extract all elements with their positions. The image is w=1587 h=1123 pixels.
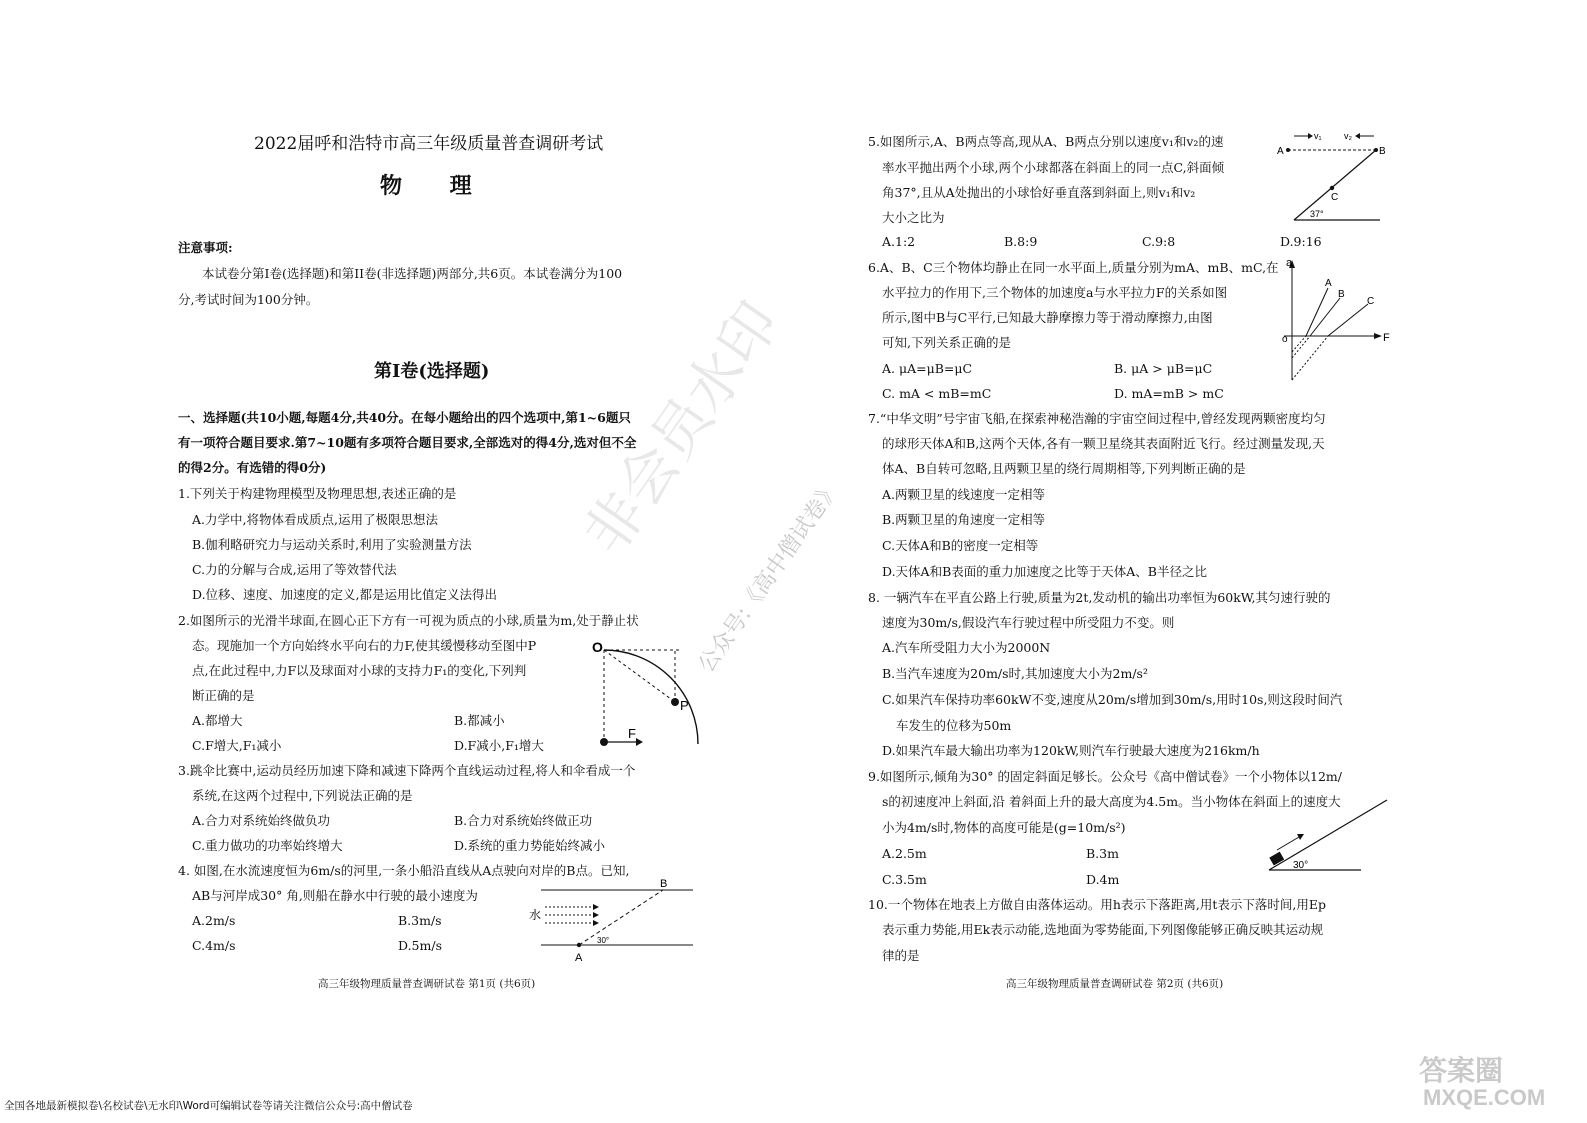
- q4-label-b: B: [660, 878, 668, 890]
- q2-option-d: D.F减小,F₁增大: [454, 738, 544, 753]
- q4-option-c: C.4m/s: [192, 938, 236, 953]
- q3-option-a: A.合力对系统始终做负功: [192, 813, 331, 828]
- q6-option-b: B. μA > μB=μC: [1114, 361, 1213, 376]
- q2-hemisphere-figure: [588, 638, 708, 754]
- q8-stem: 速度为30m/s,假设汽车行驶过程中所受阻力不变。则: [882, 615, 1175, 630]
- q5-stem: 角37°,且从A处抛出的小球恰好垂直落到斜面上,则v₁和v₂: [882, 185, 1196, 200]
- q8-option-d: D.如果汽车最大输出功率为120kW,则汽车行驶最大速度为216km/h: [882, 743, 1260, 758]
- q9-option-b: B.3m: [1086, 846, 1119, 861]
- q5-label-a: A: [1277, 146, 1284, 157]
- q6-label-a-axis: a: [1286, 257, 1293, 269]
- q6-stem: 可知,下列关系正确的是: [882, 335, 1011, 350]
- q6-label-f-axis: F: [1383, 332, 1390, 344]
- q4-option-a: A.2m/s: [192, 913, 236, 928]
- logo-domain: MXQE.COM: [1423, 1085, 1546, 1110]
- section-title: 第I卷(选择题): [374, 361, 490, 382]
- q5-incline-figure: [1276, 126, 1388, 226]
- q5-label-c: C: [1331, 192, 1339, 203]
- q5-label-v2: v₂: [1344, 131, 1352, 141]
- q4-option-d: D.5m/s: [398, 938, 442, 953]
- section-instruction: 有一项符合题目要求.第7~10题有多项符合题目要求,全部选对的得4分,选对但不全: [178, 435, 637, 450]
- q5-label-v1: v₁: [1314, 131, 1322, 141]
- q10-stem: 表示重力势能,用Ek表示动能,选地面为零势能面,下列图像能够正确反映其运动规: [882, 922, 1324, 937]
- q8-option-c: C.如果汽车保持功率60kW不变,速度从20m/s增加到30m/s,用时10s,则这段时间汽: [882, 692, 1343, 707]
- q1-option-c: C.力的分解与合成,运用了等效替代法: [192, 562, 397, 577]
- q6-label-line-b: B: [1338, 289, 1345, 300]
- notice-heading: 注意事项:: [178, 240, 233, 255]
- page-footer: 高三年级物理质量普查调研试卷 第1页 (共6页): [318, 978, 536, 990]
- q2-option-a: A.都增大: [192, 713, 243, 728]
- q6-label-line-c: C: [1367, 296, 1375, 307]
- q7-option-b: B.两颗卫星的角速度一定相等: [882, 512, 1046, 527]
- q2-option-c: C.F增大,F₁减小: [192, 738, 282, 753]
- q9-option-d: D.4m: [1086, 872, 1120, 887]
- q5-option-b: B.8:9: [1004, 234, 1038, 249]
- q3-option-d: D.系统的重力势能始终减小: [454, 838, 606, 853]
- q8-option-b: B.当汽车速度为20m/s时,其加速度大小为2m/s²: [882, 666, 1148, 681]
- q1-option-b: B.伽利略研究力与运动关系时,利用了实验测量方法: [192, 537, 472, 552]
- subject-title: 物 理: [380, 173, 492, 199]
- q9-stem: 小为4m/s时,物体的高度可能是(g=10m/s²): [882, 820, 1126, 835]
- q7-stem: 的球形天体A和B,这两个天体,各有一颗卫星绕其表面附近飞行。经过测量发现,天: [882, 436, 1325, 451]
- q4-river-figure: [523, 877, 703, 965]
- q9-option-a: A.2.5m: [882, 846, 927, 861]
- q10-stem: 10.一个物体在地表上方做自由落体运动。用h表示下落距离,用t表示下落时间,用Ep: [868, 897, 1327, 912]
- q7-option-a: A.两颗卫星的线速度一定相等: [882, 487, 1046, 502]
- page-footer: 高三年级物理质量普查调研试卷 第2页 (共6页): [1006, 978, 1224, 990]
- q4-label-angle: 30°: [597, 936, 610, 945]
- notice-line: 本试卷分第I卷(选择题)和第II卷(非选择题)两部分,共6页。本试卷满分为100: [202, 266, 623, 281]
- q2-stem: 态。现施加一个方向始终水平向右的力F,使其缓慢移动至图中P: [192, 638, 537, 653]
- q2-option-b: B.都减小: [454, 713, 505, 728]
- q5-option-a: A.1:2: [882, 234, 916, 249]
- notice-line: 分,考试时间为100分钟。: [178, 292, 319, 307]
- q8-option-c-cont: 车发生的位移为50m: [896, 718, 1012, 733]
- exam-title: 2022届呼和浩特市高三年级质量普查调研考试: [254, 134, 604, 154]
- q2-stem: 2.如图所示的光滑半球面,在圆心正下方有一可视为质点的小球,质量为m,处于静止状: [178, 613, 639, 628]
- bottom-note: 全国各地最新模拟卷\名校试卷\无水印\Word可编辑试卷等请关注微信公众号:高中僧试卷: [4, 1100, 413, 1112]
- q6-stem: 所示,图中B与C平行,已知最大静摩擦力等于滑动摩擦力,由图: [882, 310, 1213, 325]
- q5-option-d: D.9:16: [1280, 234, 1322, 249]
- q6-stem: 水平拉力的作用下,三个物体的加速度a与水平拉力F的关系如图: [882, 285, 1228, 300]
- q4-label-a: A: [575, 952, 583, 964]
- q4-stem: 4. 如图,在水流速度恒为6m/s的河里,一条小船沿直线从A点驶向对岸的B点。已知,: [178, 863, 630, 878]
- q3-stem: 系统,在这两个过程中,下列说法正确的是: [192, 788, 413, 803]
- q2-stem: 断正确的是: [192, 688, 255, 703]
- q9-stem: 9.如图所示,倾角为30° 的固定斜面足够长。公众号《高中僧试卷》一个小物体以12m/: [868, 769, 1343, 784]
- q9-incline-figure: [1263, 792, 1389, 876]
- q6-label-line-a: A: [1325, 278, 1332, 289]
- q6-option-d: D. mA=mB > mC: [1114, 386, 1224, 401]
- q7-stem: 体A、B自转可忽略,且两颗卫星的绕行周期相等,下列判断正确的是: [882, 461, 1246, 476]
- q5-label-b: B: [1379, 146, 1386, 157]
- q5-stem: 5.如图所示,A、B两点等高,现从A、B两点分别以速度v₁和v₂的速: [868, 134, 1224, 149]
- q7-stem: 7.“中华文明”号宇宙飞船,在探索神秘浩瀚的宇宙空间过程中,曾经发现两颗密度均匀: [868, 411, 1326, 426]
- q6-option-a: A. μA=μB=μC: [882, 361, 973, 376]
- q3-stem: 3.跳伞比赛中,运动员经历加速下降和减速下降两个直线运动过程,将人和伞看成一个: [178, 763, 636, 778]
- q2-label-f: F: [628, 726, 636, 741]
- q2-stem: 点,在此过程中,力F以及球面对小球的支持力F₁的变化,下列判: [192, 663, 527, 678]
- q5-stem: 率水平抛出两个小球,两个小球都落在斜面上的同一点C,斜面倾: [882, 160, 1225, 175]
- q3-option-b: B.合力对系统始终做正功: [454, 813, 593, 828]
- q6-label-origin: o: [1282, 334, 1288, 345]
- section-instruction: 的得2分。有选错的得0分): [178, 460, 327, 475]
- q1-option-d: D.位移、速度、加速度的定义,都是运用比值定义法得出: [192, 587, 498, 602]
- q1-option-a: A.力学中,将物体看成质点,运用了极限思想法: [192, 512, 438, 527]
- q3-option-c: C.重力做功的功率始终增大: [192, 838, 343, 853]
- watermark: 非会员水印: [570, 289, 793, 567]
- q1-stem: 1.下列关于构建物理模型及物理思想,表述正确的是: [178, 486, 457, 501]
- q9-option-c: C.3.5m: [882, 872, 927, 887]
- q5-label-angle: 37°: [1310, 209, 1324, 219]
- q9-stem: s的初速度冲上斜面,沿 着斜面上升的最大高度为4.5m。当小物体在斜面上的速度大: [882, 794, 1341, 809]
- section-instruction: 一、选择题(共10小题,每题4分,共40分。在每小题给出的四个选项中,第1~6题只: [178, 410, 631, 425]
- q2-label-o: O: [592, 639, 603, 655]
- q6-option-c: C. mA < mB=mC: [882, 386, 992, 401]
- q4-stem: AB与河岸成30° 角,则船在静水中行驶的最小速度为: [192, 888, 478, 903]
- q4-option-b: B.3m/s: [398, 913, 442, 928]
- q5-option-c: C.9:8: [1142, 234, 1176, 249]
- q2-label-p: P: [680, 698, 689, 713]
- q8-option-a: A.汽车所受阻力大小为2000N: [882, 640, 1051, 655]
- q5-stem: 大小之比为: [882, 210, 945, 225]
- q6-graph-figure: [1280, 254, 1390, 384]
- logo-text: 答案圈: [1419, 1055, 1504, 1086]
- watermark-account: 公众号:《高中僧试卷》: [694, 476, 846, 678]
- q4-label-water: 水: [529, 908, 542, 922]
- q7-option-d: D.天体A和B表面的重力加速度之比等于天体A、B半径之比: [882, 564, 1207, 579]
- q10-stem: 律的是: [882, 948, 920, 963]
- q7-option-c: C.天体A和B的密度一定相等: [882, 538, 1039, 553]
- q9-label-angle: 30°: [1293, 860, 1309, 871]
- q8-stem: 8. 一辆汽车在平直公路上行驶,质量为2t,发动机的输出功率恒为60kW,其匀速行驶的: [868, 590, 1331, 605]
- q6-stem: 6.A、B、C三个物体均静止在同一水平面上,质量分别为mA、mB、mC,在: [868, 260, 1279, 275]
- site-logo: [1415, 1050, 1575, 1110]
